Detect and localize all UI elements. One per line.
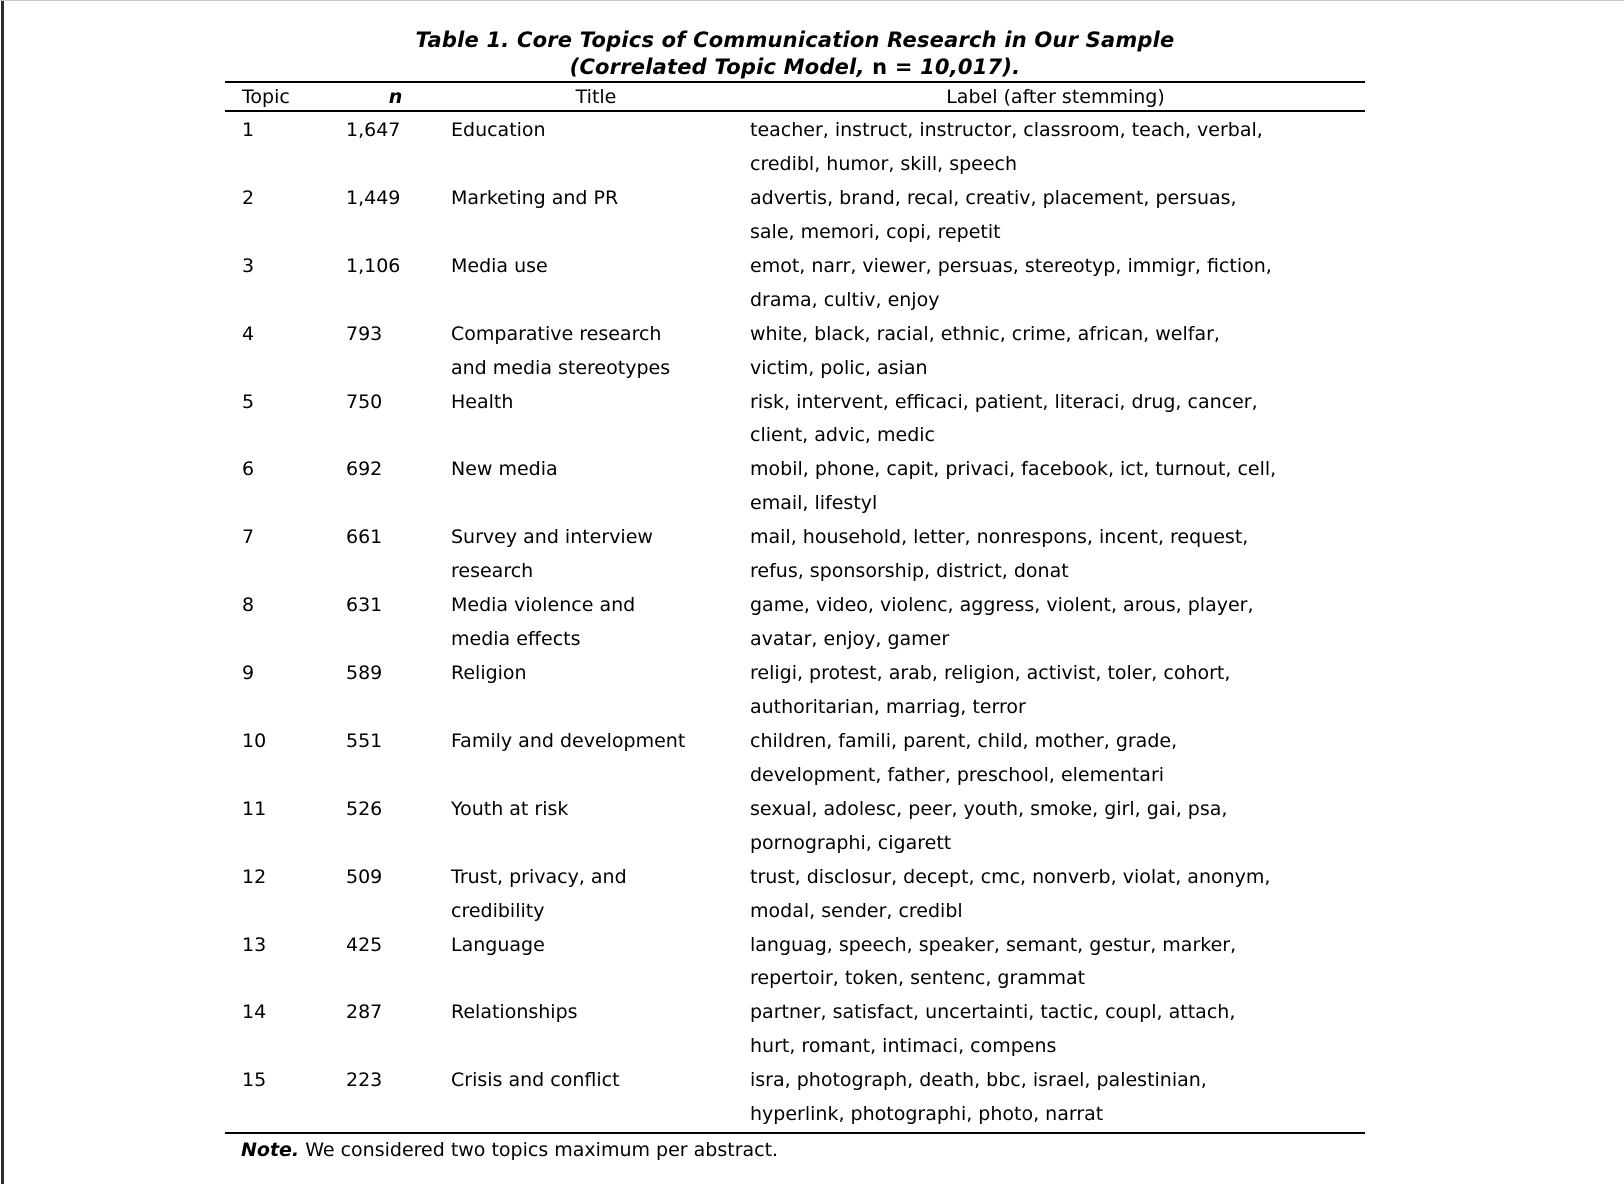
topic-number: 15 bbox=[242, 1069, 267, 1092]
topic-n: 551 bbox=[346, 729, 383, 752]
topic-n: 287 bbox=[346, 1001, 383, 1024]
topic-label bbox=[746, 250, 1365, 318]
cell-line: repertoir, token, sentenc, grammat bbox=[750, 967, 1086, 990]
cell-line: languag, speech, speaker, semant, gestur, marker, bbox=[750, 933, 1237, 956]
cell-line: and media stereotypes bbox=[451, 356, 671, 379]
topic-n: 661 bbox=[346, 526, 383, 549]
table-row bbox=[225, 1064, 1365, 1133]
topic-n: 526 bbox=[346, 797, 383, 820]
cell-line: Media violence and bbox=[451, 594, 636, 617]
topic-number: 14 bbox=[242, 1001, 267, 1024]
topic-title bbox=[446, 318, 746, 386]
cell-line: teacher, instruct, instructor, classroom, teach, verbal, bbox=[750, 119, 1263, 141]
cell-line: hyperlink, photographi, photo, narrat bbox=[750, 1103, 1104, 1126]
topic-title bbox=[446, 1064, 746, 1133]
cell-line: Survey and interview bbox=[451, 526, 653, 549]
cell-line: white, black, racial, ethnic, crime, african, welfar, bbox=[750, 322, 1220, 345]
cell-line: trust, disclosur, decept, cmc, nonverb, violat, anonym, bbox=[750, 865, 1271, 888]
caption-line-2 bbox=[225, 54, 1365, 81]
cell-line: sexual, adolesc, peer, youth, smoke, girl, gai, psa, bbox=[750, 797, 1228, 820]
topic-n: 509 bbox=[346, 865, 383, 888]
cell-line: Marketing and PR bbox=[451, 186, 619, 209]
cell-line: pornographi, cigarett bbox=[750, 831, 952, 854]
topic-label bbox=[746, 996, 1365, 1064]
table-row bbox=[225, 589, 1365, 657]
cell-line: Family and development bbox=[451, 729, 686, 752]
page-top-border bbox=[0, 0, 1624, 1]
table-body bbox=[225, 111, 1365, 1133]
topic-n: 750 bbox=[346, 390, 383, 413]
table-row bbox=[225, 386, 1365, 454]
cell-line: victim, polic, asian bbox=[750, 356, 928, 379]
table-caption bbox=[225, 27, 1365, 81]
topic-title bbox=[446, 657, 746, 725]
topic-title bbox=[446, 793, 746, 861]
topic-label bbox=[746, 386, 1365, 454]
cell-line: Education bbox=[451, 119, 546, 141]
cell-line: client, advic, medic bbox=[750, 424, 935, 447]
cell-line: Health bbox=[451, 390, 514, 413]
caption-line-1: Table 1. Core Topics of Communication Research in Our Sample bbox=[415, 28, 1175, 52]
cell-line: Religion bbox=[451, 662, 527, 684]
topic-number: 5 bbox=[242, 390, 255, 413]
topic-number: 11 bbox=[242, 797, 267, 820]
note-label: Note. bbox=[241, 1139, 300, 1162]
cell-line: Language bbox=[451, 933, 545, 956]
cell-line: partner, satisfact, uncertainti, tactic, coupl, attach, bbox=[750, 1001, 1236, 1024]
table-row bbox=[225, 996, 1365, 1064]
caption-n-symbol: n = bbox=[872, 55, 921, 79]
table-row bbox=[225, 250, 1365, 318]
topic-title bbox=[446, 182, 746, 250]
topic-n: 1,449 bbox=[346, 186, 401, 209]
topic-number: 8 bbox=[242, 594, 255, 617]
cell-line: Crisis and conflict bbox=[451, 1069, 620, 1092]
topics-table bbox=[225, 81, 1365, 1134]
topic-label bbox=[746, 589, 1365, 657]
topic-number: 10 bbox=[242, 729, 267, 752]
cell-line: credibl, humor, skill, speech bbox=[750, 152, 1018, 175]
topic-n: 631 bbox=[346, 594, 383, 617]
caption-line-2-prefix: (Correlated Topic Model, bbox=[569, 55, 873, 79]
cell-line: emot, narr, viewer, persuas, stereotyp, immigr, fiction, bbox=[750, 254, 1272, 277]
table-row bbox=[225, 657, 1365, 725]
table-row bbox=[225, 453, 1365, 521]
header-cell-n: n bbox=[345, 82, 446, 111]
table-row bbox=[225, 793, 1365, 861]
cell-line: advertis, brand, recal, creativ, placement, persuas, bbox=[750, 186, 1237, 209]
cell-line: hurt, romant, intimaci, compens bbox=[750, 1035, 1057, 1058]
cell-line: research bbox=[451, 560, 534, 583]
header-cell-topic: Topic bbox=[225, 82, 345, 111]
table-row bbox=[225, 861, 1365, 929]
topic-number: 13 bbox=[242, 933, 267, 956]
topic-label bbox=[746, 793, 1365, 861]
topic-title bbox=[446, 589, 746, 657]
cell-line: avatar, enjoy, gamer bbox=[750, 628, 950, 651]
topic-number: 6 bbox=[242, 458, 255, 481]
topic-label bbox=[746, 453, 1365, 521]
topic-number: 9 bbox=[242, 662, 255, 684]
topic-number: 1 bbox=[242, 119, 255, 141]
topic-n: 692 bbox=[346, 458, 383, 481]
cell-line: Trust, privacy, and bbox=[451, 865, 627, 888]
cell-line: sale, memori, copi, repetit bbox=[750, 220, 1001, 243]
topic-n: 793 bbox=[346, 322, 383, 345]
header-cell-label: Label (after stemming) bbox=[746, 82, 1365, 111]
table-row bbox=[225, 725, 1365, 793]
topic-title bbox=[446, 521, 746, 589]
table-row bbox=[225, 182, 1365, 250]
topic-n: 1,106 bbox=[346, 254, 401, 277]
topic-label bbox=[746, 521, 1365, 589]
topic-label bbox=[746, 318, 1365, 386]
topic-title bbox=[446, 929, 746, 997]
cell-line: Comparative research bbox=[451, 322, 662, 345]
topic-title bbox=[446, 111, 746, 182]
topic-number: 2 bbox=[242, 186, 255, 209]
topic-label bbox=[746, 861, 1365, 929]
table-note bbox=[225, 1138, 1365, 1162]
topic-title bbox=[446, 996, 746, 1064]
cell-line: Relationships bbox=[451, 1001, 578, 1024]
cell-line: development, father, preschool, elementari bbox=[750, 763, 1165, 786]
cell-line: children, famili, parent, child, mother, grade, bbox=[750, 729, 1178, 752]
header-cell-title: Title bbox=[446, 82, 746, 111]
table-row bbox=[225, 111, 1365, 182]
topic-label bbox=[746, 1064, 1365, 1133]
topic-label bbox=[746, 657, 1365, 725]
cell-line: media effects bbox=[451, 628, 581, 651]
cell-line: risk, intervent, efficaci, patient, literaci, drug, cancer, bbox=[750, 390, 1258, 413]
cell-line: credibility bbox=[451, 899, 545, 922]
cell-line: authoritarian, marriag, terror bbox=[750, 695, 1026, 718]
topic-n: 1,647 bbox=[346, 119, 401, 141]
topic-n: 589 bbox=[346, 662, 383, 684]
cell-line: Youth at risk bbox=[451, 797, 569, 820]
cell-line: refus, sponsorship, district, donat bbox=[750, 560, 1069, 583]
topic-n: 223 bbox=[346, 1069, 383, 1092]
cell-line: isra, photograph, death, bbc, israel, palestinian, bbox=[750, 1069, 1207, 1092]
topic-label bbox=[746, 929, 1365, 997]
cell-line: email, lifestyl bbox=[750, 492, 878, 515]
table-row bbox=[225, 929, 1365, 997]
topic-n: 425 bbox=[346, 933, 383, 956]
topic-number: 7 bbox=[242, 526, 255, 549]
topic-number: 3 bbox=[242, 254, 255, 277]
caption-line-2-suffix: 10,017). bbox=[920, 55, 1021, 79]
header-row bbox=[225, 82, 1365, 111]
cell-line: mail, household, letter, nonrespons, incent, request, bbox=[750, 526, 1249, 549]
topic-title bbox=[446, 861, 746, 929]
topic-title bbox=[446, 386, 746, 454]
document-page bbox=[225, 27, 1365, 1162]
topic-label bbox=[746, 111, 1365, 182]
topic-title bbox=[446, 453, 746, 521]
cell-line: modal, sender, credibl bbox=[750, 899, 963, 922]
topic-label bbox=[746, 182, 1365, 250]
cell-line: religi, protest, arab, religion, activist, toler, cohort, bbox=[750, 662, 1231, 684]
note-text: We considered two topics maximum per abstract. bbox=[299, 1139, 779, 1162]
topic-number: 4 bbox=[242, 322, 255, 345]
cell-line: drama, cultiv, enjoy bbox=[750, 288, 940, 311]
cell-line: Media use bbox=[451, 254, 548, 277]
topic-title bbox=[446, 250, 746, 318]
topic-label bbox=[746, 725, 1365, 793]
table-header bbox=[225, 82, 1365, 111]
topic-number: 12 bbox=[242, 865, 267, 888]
topic-title bbox=[446, 725, 746, 793]
cell-line: mobil, phone, capit, privaci, facebook, ict, turnout, cell, bbox=[750, 458, 1277, 481]
page-left-border bbox=[1, 0, 4, 1184]
table-row bbox=[225, 318, 1365, 386]
table-row bbox=[225, 521, 1365, 589]
cell-line: game, video, violenc, aggress, violent, arous, player, bbox=[750, 594, 1254, 617]
cell-line: New media bbox=[451, 458, 558, 481]
